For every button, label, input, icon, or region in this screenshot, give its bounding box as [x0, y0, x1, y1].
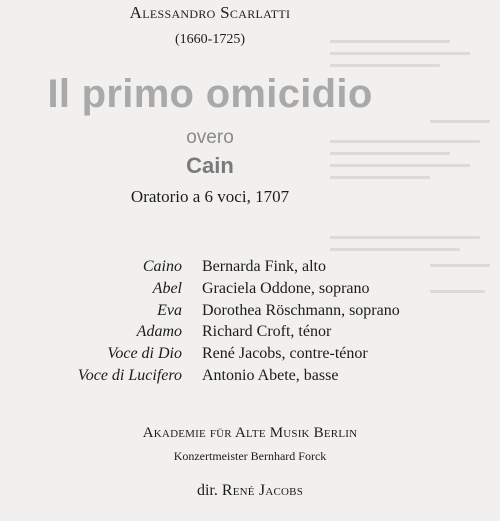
cast-row: [0, 323, 500, 345]
singer-name: Graciela Oddone, soprano: [202, 279, 370, 297]
conductor-credit: [0, 482, 500, 500]
work-subtitle: Cain: [186, 153, 234, 178]
cast-row: [0, 258, 500, 280]
role-name: Abel: [152, 279, 182, 297]
composer-name: Alessandro Scarlatti: [129, 3, 291, 22]
conductor-prefix: dir.: [196, 482, 218, 499]
role-name: Caino: [142, 258, 182, 275]
singer-name: Richard Croft, ténor: [202, 323, 332, 341]
title-conjunction: overo: [186, 127, 234, 148]
cast-row: [0, 367, 500, 389]
ensemble-name: Akademie für Alte Musik Berlin: [142, 425, 358, 441]
role-name: Voce di Lucifero: [77, 366, 182, 384]
role-name: Voce di Dio: [107, 345, 182, 363]
singer-name: René Jacobs, contre-ténor: [202, 345, 368, 363]
composer-dates: (1660-1725): [175, 32, 245, 47]
cast-row: [0, 345, 500, 367]
cast-row: [0, 302, 500, 324]
singer-name: Dorothea Röschmann, soprano: [202, 301, 400, 319]
role-name: Adamo: [136, 323, 182, 341]
work-description: Oratorio a 6 voci, 1707: [130, 187, 290, 206]
cast-list: [0, 258, 500, 389]
concertmaster-credit: Konzertmeister Bernhard Forck: [173, 449, 327, 463]
singer-name: Antonio Abete, basse: [202, 366, 339, 384]
singer-name: Bernarda Fink, alto: [202, 258, 326, 275]
work-title: Il primo omicidio: [47, 72, 373, 116]
conductor-name: René Jacobs: [221, 482, 304, 499]
cast-row: [0, 280, 500, 302]
role-name: Eva: [157, 301, 182, 319]
